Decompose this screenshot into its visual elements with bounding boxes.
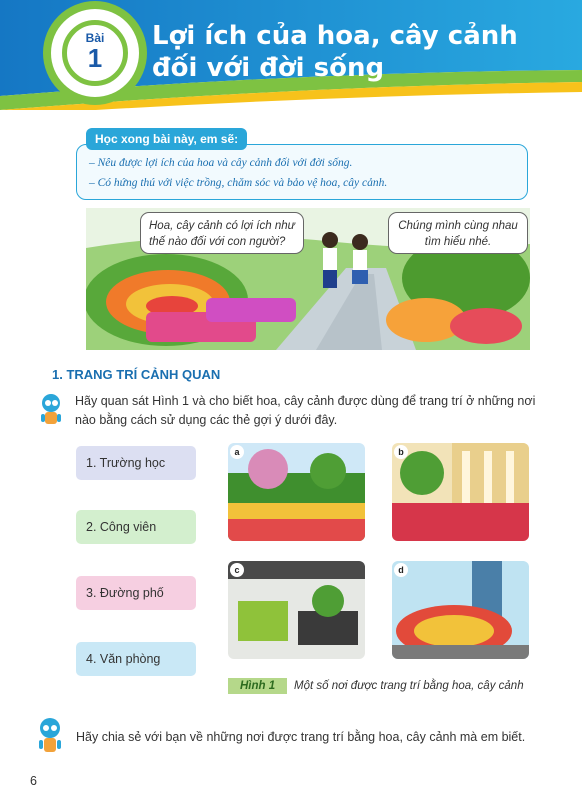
lesson-badge: [62, 20, 128, 86]
speech-boy-line-2: thế nào đối với con người?: [149, 236, 286, 248]
card-street: 3. Đường phố: [76, 576, 196, 610]
photo-office: [228, 561, 365, 659]
garden-illustration: [86, 208, 530, 350]
photo-label-c: c: [230, 563, 244, 577]
title-line-2: đối với đời sống: [152, 53, 385, 83]
objective-item: – Nêu được lợi ích của hoa và cây cảnh đối với đời sống.: [89, 157, 353, 169]
objectives-box: [76, 144, 528, 200]
figure-caption: Một số nơi được trang trí bằng hoa, cây cảnh: [294, 680, 524, 692]
objectives-heading: Học xong bài này, em sẽ:: [86, 128, 247, 150]
page-number: 6: [30, 774, 37, 788]
section-title: 1. TRANG TRÍ CẢNH QUAN: [52, 367, 221, 382]
robot-mascot-icon: [34, 716, 66, 756]
speech-girl-line-1: Chúng mình cùng nhau: [398, 220, 518, 232]
figure-label: Hình 1: [228, 678, 287, 694]
lesson-number: 1: [87, 43, 103, 73]
card-school: 1. Trường học: [76, 446, 196, 480]
speech-bubble-girl: [388, 212, 528, 254]
speech-bubble-boy: [140, 212, 304, 254]
photo-label-d: d: [394, 563, 408, 577]
objective-item: – Có hứng thú với việc trồng, chăm sóc và bảo vệ hoa, cây cảnh.: [89, 177, 388, 189]
speech-girl-line-2: tìm hiểu nhé.: [424, 236, 492, 248]
photo-label-a: a: [230, 445, 244, 459]
lesson-label: Bài: [85, 31, 105, 45]
page-title: [152, 20, 572, 84]
photo-street: [392, 561, 529, 659]
speech-boy-line-1: Hoa, cây cảnh có lợi ích như: [149, 220, 295, 232]
title-line-1: Lợi ích của hoa, cây cảnh: [152, 21, 518, 51]
card-office: 4. Văn phòng: [76, 642, 196, 676]
photo-park: [228, 443, 365, 541]
robot-mascot-icon: [36, 392, 66, 428]
photo-school: [392, 443, 529, 541]
share-prompt: Hãy chia sẻ với bạn về những nơi được trang trí bằng hoa, cây cảnh mà em biết.: [76, 730, 526, 744]
photo-label-b: b: [394, 445, 408, 459]
card-park: 2. Công viên: [76, 510, 196, 544]
section-instruction: Hãy quan sát Hình 1 và cho biết hoa, cây cảnh được dùng để trang trí ở những nơi nào bằng cách sử dụng các thẻ gợi ý dưới đây.: [75, 394, 536, 427]
